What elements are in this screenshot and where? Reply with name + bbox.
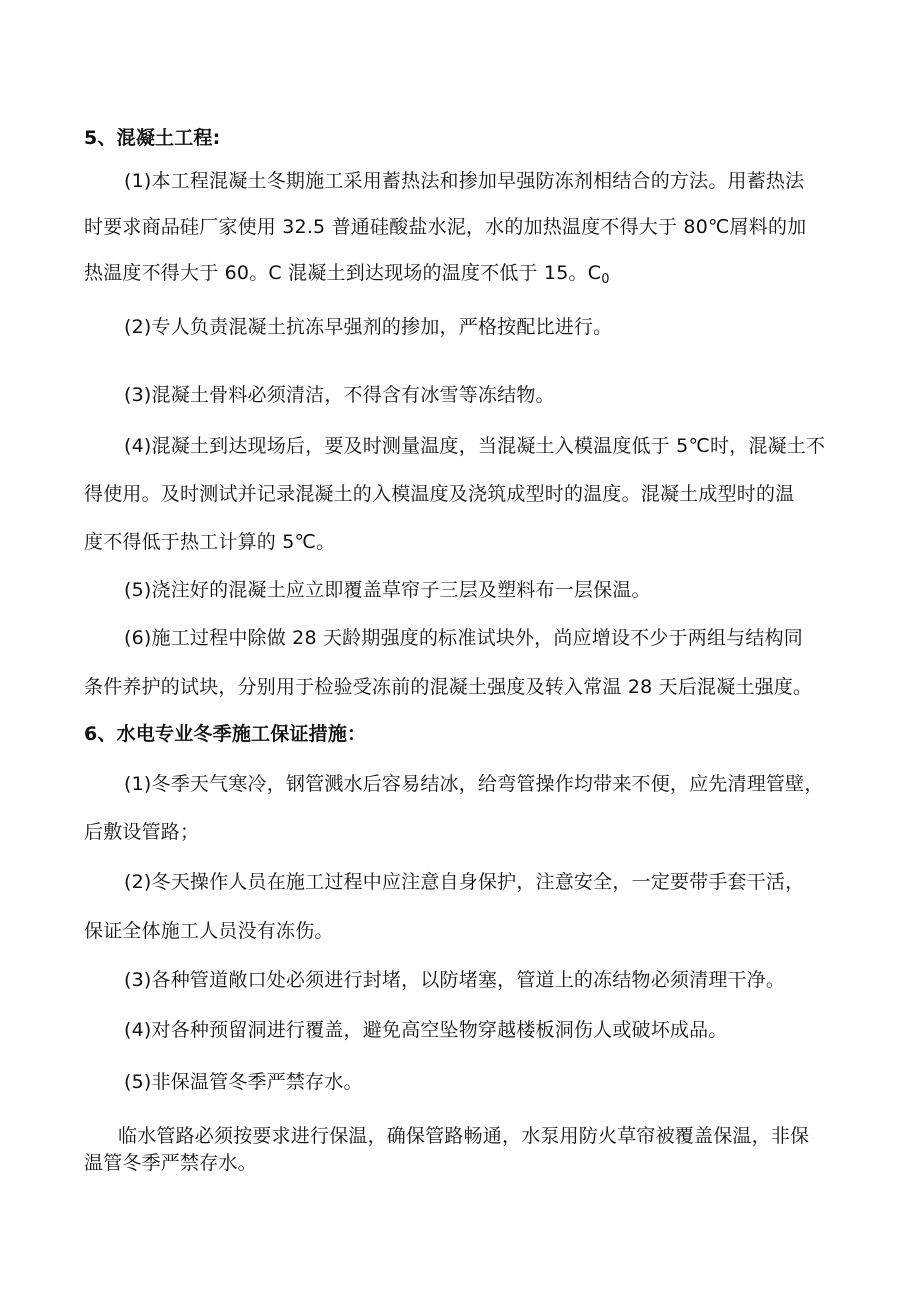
s6-p2-line-1: (2)冬天操作人员在施工过程中应注意自身保护，注意安全，一定要带手套干活， [124, 871, 805, 893]
s5-p4-line-2: 得使用。及时测试并记录混凝土的入模温度及浇筑成型时的温度。混凝土成型时的温 [84, 483, 795, 505]
s6-p1-line-2: 后敷设管路； [84, 821, 200, 843]
s6-p3-line-1: (3)各种管道敞口处必须进行封堵，以防堵塞，管道上的冻结物必须清理干净。 [124, 969, 786, 991]
s6-p1-line-1: (1)冬季天气寒冷，钢管溅水后容易结冰，给弯管操作均带来不便，应先清理管壁， [124, 773, 824, 795]
closing-line-2: 温管冬季严禁存水。 [84, 1152, 257, 1174]
section-6-heading: 6、水电专业冬季施工保证措施： [84, 723, 367, 745]
s5-p3-line-1: (3)混凝土骨料必须清洁，不得含有冰雪等冻结物。 [124, 384, 555, 406]
s5-p6-line-1: (6)施工过程中除做 28 天龄期强度的标准试块外，尚应增设不少于两组与结构同 [124, 627, 803, 649]
closing-line-1: 临水管路必须按要求进行保温，确保管路畅通，水泵用防火草帘被覆盖保温，非保 [118, 1125, 810, 1147]
s5-p1-line-1: (1)本工程混凝土冬期施工采用蓄热法和掺加早强防冻剂相结合的方法。用蓄热法 [124, 170, 805, 192]
s5-p1-subscript: 0 [601, 272, 610, 287]
s5-p1-line-3-text: 热温度不得大于 60。C 混凝土到达现场的温度不低于 15。C [84, 262, 602, 284]
s6-p4-line-1: (4)对各种预留洞进行覆盖，避免高空坠物穿越楼板洞伤人或破坏成品。 [124, 1019, 728, 1041]
s6-p5-line-1: (5)非保温管冬季严禁存水。 [124, 1071, 363, 1093]
s5-p2-line-1: (2)专人负责混凝土抗冻早强剂的掺加，严格按配比进行。 [124, 316, 613, 338]
s5-p4-line-1: (4)混凝土到达现场后，要及时测量温度，当混凝土入模温度低于 5℃时，混凝土不 [124, 435, 826, 457]
s6-p2-line-2: 保证全体施工人员没有冻伤。 [84, 920, 334, 942]
s5-p1-line-3 [84, 261, 610, 292]
section-5-heading: 5、混凝土工程: [84, 127, 221, 149]
s5-p6-line-2: 条件养护的试块，分别用于检验受冻前的混凝土强度及转入常温 28 天后混凝土强度。 [84, 676, 813, 698]
s5-p5-line-1: (5)浇注好的混凝土应立即覆盖草帘子三层及塑料布一层保温。 [124, 579, 651, 601]
s5-p4-line-3: 度不得低于热工计算的 5℃。 [84, 531, 336, 553]
s5-p1-line-2: 时要求商品硅厂家使用 32.5 普通硅酸盐水泥，水的加热温度不得大于 80℃屑料的加 [84, 216, 807, 238]
